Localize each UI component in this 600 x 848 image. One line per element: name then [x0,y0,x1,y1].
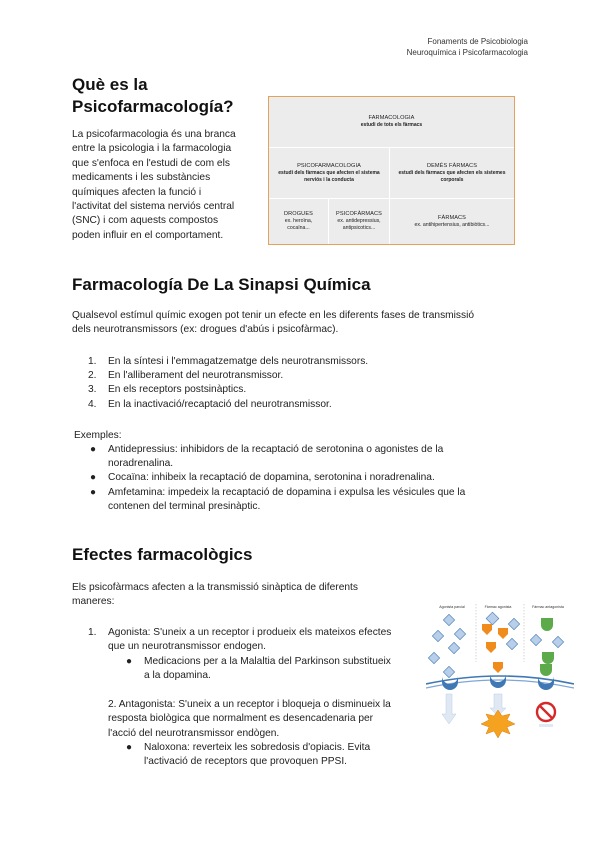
diagram-cell-other-drugs [390,148,514,198]
bullet-icon: ● [90,486,97,498]
diagram-cell-psychopharmacology [269,148,389,198]
example-line: noradrenalina. [108,458,174,470]
list-item [88,355,368,369]
example-line: Antidepressius: inhibidors de la recaptació de serotonina o agonistes de la [108,444,444,455]
example-line: Cocaïna: inhibeix la recaptació de dopamina, serotonina i noradrenalina. [108,472,435,484]
bullet-icon: ● [126,742,133,753]
bullet-icon: ● [90,444,97,455]
neurotransmitter-icon [428,652,439,663]
pharmacology-diagram [268,96,515,245]
section1-line: l'activitat del sistema nerviós central [72,201,235,213]
antagonist-line: 2. Antagonista: S'uneix a un receptor i bloqueja o disminueix la [108,699,391,710]
section2-title: Farmacología De La Sinapsi Química [72,275,371,294]
section2-intro-line: dels neurotransmissors (ex: drogues d'abús i psicofàrmac). [72,324,339,336]
header-topic: Neuroquímica i Psicofarmacologia [406,48,528,57]
list-number: 4. [88,398,97,410]
header-course: Fonaments de Psicobiologia [427,37,528,46]
section2-intro-line: Qualsevol estímul químic exogen pot tenir un efecte en les diferents fases de transmissió [72,310,475,321]
antagonist-item [108,698,428,741]
section1-title [72,74,234,118]
example-line: Amfetamina: impedeix la recaptació de dopamina i expulsa les vésicules que la [108,486,466,498]
response-arrow-icon [442,694,456,724]
antagonist-example-line: l'activació de receptors que provoquen PPSI. [144,756,347,768]
list-text: En els receptors postsinàptics. [108,384,247,396]
agonist-drug-icon [482,624,492,635]
section1-title-line2: Psicofarmacología? [72,97,234,116]
neurotransmitter-icon [443,666,454,677]
page-header [407,36,528,58]
section3-intro-line: maneres: [72,596,115,608]
neurotransmitter-icon [552,636,563,647]
section1-body [72,128,262,243]
list-item [88,369,368,383]
antagonist-line: l'acció del neurotransmissor endògen. [108,727,280,739]
neurotransmitter-icon [432,630,443,641]
section1-line: La psicofarmacologia és una branca [72,129,236,140]
example-line: contenen del terminal presinàptic. [108,500,261,512]
figure-col2-label: Fàrmac agonista [484,605,512,609]
figure-col1-label: Agonista parcial [439,605,465,609]
antagonist-drug-icon [541,618,553,631]
figure-col3-label: Fàrmac antagonista [532,605,564,609]
examples-label: Exemples: [74,430,122,441]
neurotransmitter-icon [443,614,454,625]
section1-line: entre la psicologia i la farmacologia [72,143,232,155]
agonist-example-line: a la dopamina. [144,670,211,682]
section1-line: poden influir en el comportament. [72,229,224,241]
neurotransmitter-icon [506,638,517,649]
agonist-line: que un neurotransmissor endogen. [108,641,267,653]
agonist-example [122,655,422,684]
diagram-subtitle: estudi dels fàrmacs que afecten els sistemes corporals [398,169,506,183]
diagram-example: ex. antidepressius, antipsicotics... [337,218,381,231]
response-base [539,724,553,727]
receptor-agonist-antagonist-figure [426,602,574,740]
neurotransmitter-icon [486,612,499,625]
list-item [84,486,524,514]
neurotransmitter-icon [508,618,519,629]
list-number: 1. [88,356,97,367]
antagonist-drug-icon [542,652,554,664]
list-number: 3. [88,384,97,396]
diagram-subtitle: estudi dels fàrmacs que afecten el sistema nerviós i la conducta [278,169,380,183]
section1-line: químiques afecten la funció i [72,186,202,198]
list-item [88,398,368,412]
neurotransmitter-icon [448,642,459,653]
diagram-title: DROGUES [284,211,313,217]
list-number: 2. [88,370,97,382]
list-text: En l'alliberament del neurotransmissor. [108,370,284,382]
agonist-example-line: Medicacions per a la Malaltia del Parkinson substitueix [144,656,391,667]
response-burst-icon [481,710,515,738]
section3-intro-line: Els psicofàrmacs afecten a la transmissió sinàptica de diferents [72,582,358,593]
diagram-example: ex. heroïna, cocaïna... [284,218,313,231]
antagonist-drug-icon [540,664,552,676]
section3-title: Efectes farmacològics [72,545,253,564]
list-item [84,443,524,471]
neurotransmitter-icon [530,634,541,645]
section1-line: (SNC) i com aquests compostos [72,215,219,227]
agonist-drug-icon [498,628,508,639]
agonist-line: Agonista: S'uneix a un receptor i produeix els mateixos efectes [108,627,392,638]
diagram-title: PSICOFARMACOLOGIA [297,162,361,169]
list-number: 1. [88,627,97,638]
bullet-icon: ● [90,472,97,484]
section1-title-line1: Què es la [72,75,148,94]
section1-line: que s'enfoca en l'estudi de com els [72,157,230,169]
diagram-title: FÀRMACS [437,214,467,221]
diagram-cell-pharmacology [269,97,514,147]
list-text: En la inactivació/recaptació del neurotransmissor. [108,398,332,410]
section1-line: medicaments i les substàncies [72,172,211,184]
list-item [88,383,368,397]
antagonist-example [122,741,422,770]
agonist-drug-icon [486,642,496,653]
agonist-drug-icon [493,662,503,673]
diagram-subtitle: estudi de tots els fàrmacs [360,122,423,128]
diagram-cell-psychodrugs [329,199,389,244]
section3-intro [72,581,402,610]
bullet-icon: ● [126,656,133,667]
antagonist-line: resposta biològica que normalment es desencadenaria per [108,713,374,725]
neurotransmitter-icon [454,628,465,639]
list-text: En la síntesi i l'emmagatzematge dels neurotransmissors. [108,356,369,367]
diagram-cell-medications [390,199,514,244]
examples-list [84,443,524,514]
diagram-title: PSICOFÀRMACS [336,211,382,217]
diagram-title: DEMÉS FÀRMACS [426,162,478,169]
list-item [84,471,524,485]
agonist-item [88,626,418,655]
diagram-example: ex. antihipertensius, antibiòtics... [414,221,490,228]
section2-intro [72,309,532,338]
diagram-title: FARMACOLOGIA [368,115,415,121]
diagram-cell-drugs [269,199,328,244]
antagonist-example-line: Naloxona: reverteix les sobredosis d'opiacis. Evita [144,742,371,753]
synapse-phases-list [88,355,368,412]
